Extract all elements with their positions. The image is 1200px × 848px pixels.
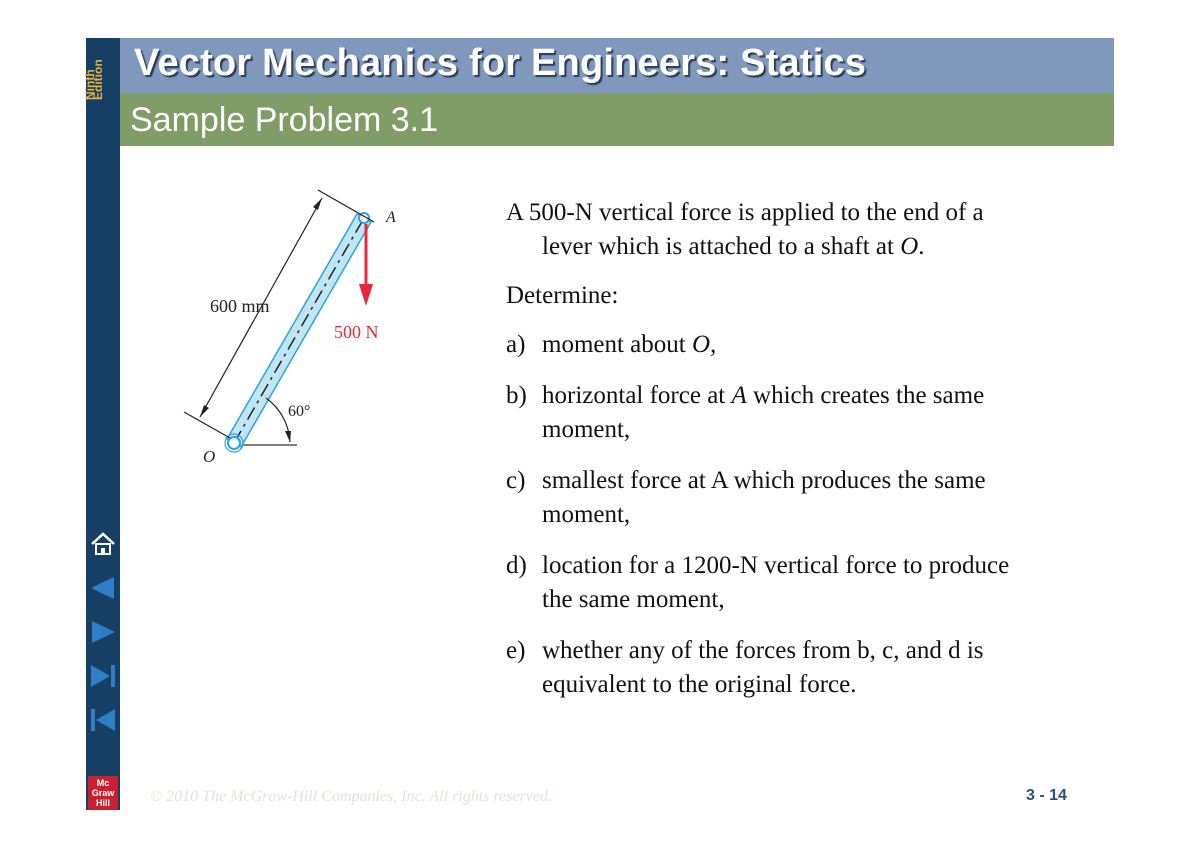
last-slide-button[interactable]: [88, 661, 118, 691]
copyright-notice: © 2010 The McGraw-Hill Companies, Inc. All rights reserved.: [150, 788, 552, 805]
slide-title: Vector Mechanics for Engineers: Statics: [134, 42, 867, 84]
next-slide-button[interactable]: [88, 617, 118, 647]
previous-icon: [88, 573, 118, 603]
angle-arc: [266, 398, 290, 442]
intro-line-2: lever which is attached to a shaft at O.: [542, 233, 925, 260]
list-item: b) horizontal force at A which creates the same moment,: [506, 382, 985, 443]
previous-slide-button[interactable]: [88, 573, 118, 603]
sidebar: [83, 38, 120, 810]
force-arrow-head: [359, 284, 373, 306]
list-item: d) location for a 1200-N vertical force to produce the same moment,: [506, 552, 1010, 613]
list-item: e) whether any of the forces from b, c, and d is equivalent to the original force.: [506, 637, 984, 698]
subtitle-bar: [120, 93, 1114, 146]
publisher-logo: [88, 776, 118, 810]
slide-subtitle: Sample Problem 3.1: [130, 101, 439, 139]
intro-paragraph: [506, 196, 1106, 264]
angle-label: 60°: [288, 403, 311, 420]
edition-text: Ninth Edition: [83, 59, 105, 100]
determine-label: Determine:: [506, 282, 619, 309]
home-button[interactable]: [88, 529, 118, 559]
title-bar: [120, 38, 1114, 93]
force-label: 500 N: [334, 322, 379, 342]
home-icon: [88, 529, 118, 559]
logo-text: Mc Graw Hill: [91, 778, 115, 808]
next-icon: [88, 617, 118, 647]
list-item: c) smallest force at A which produces the same moment,: [506, 467, 986, 528]
lever-diagram: [170, 180, 430, 490]
problem-statement: [506, 196, 1106, 719]
first-slide-button[interactable]: [88, 705, 118, 735]
extension-line-a: [318, 190, 374, 222]
length-label: 600 mm: [210, 296, 270, 316]
dimension-arrow-bottom: [200, 405, 209, 417]
intro-line-1: A 500-N vertical force is applied to the end of a: [506, 199, 984, 226]
dimension-arrow-top: [313, 198, 322, 210]
extension-line-o: [184, 412, 230, 438]
first-icon: [88, 705, 118, 735]
label-a: A: [386, 209, 396, 226]
last-icon: [88, 661, 118, 691]
edition-label: [83, 38, 105, 100]
label-o: O: [203, 447, 216, 466]
list-item: a) moment about O,: [506, 331, 717, 358]
page-number: 3 - 14: [1026, 787, 1067, 804]
pin-o: [228, 437, 240, 449]
